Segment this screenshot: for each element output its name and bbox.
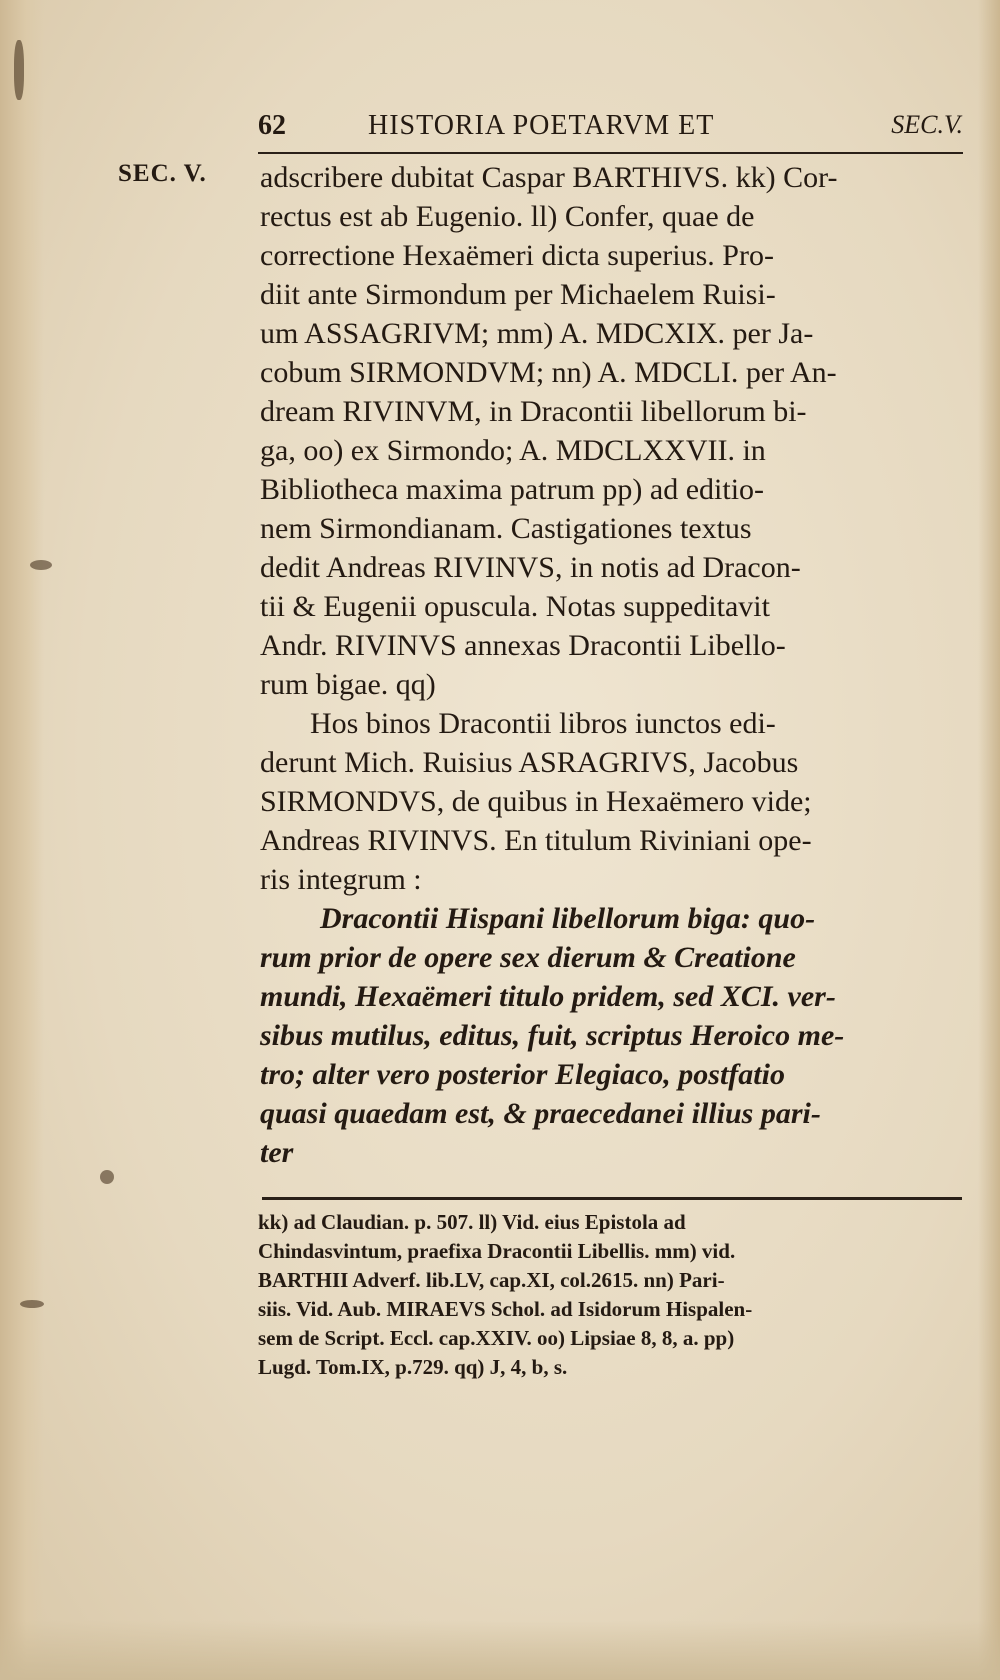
text-line: mundi, Hexaëmeri titulo pridem, sed XCI. ver- (260, 980, 836, 1013)
text-line: SIRMONDVS, de quibus in Hexaëmero vide; (260, 785, 812, 818)
text-line: dedit Andreas RIVINVS, in notis ad Dracon- (260, 551, 801, 584)
text-line: tro; alter vero posterior Elegiaco, postfatio (260, 1058, 785, 1091)
section-marker: SEC.V. (891, 110, 963, 139)
text-line: derunt Mich. Ruisius ASRAGRIVS, Jacobus (260, 746, 799, 779)
page-number: 62 (258, 110, 286, 141)
text-line: diit ante Sirmondum per Michaelem Ruisi- (260, 278, 776, 311)
text-line: nem Sirmondianam. Castigationes textus (260, 512, 752, 545)
footnote-rule (262, 1197, 962, 1200)
catchword: ter (260, 1136, 294, 1169)
text-line: ga, oo) ex Sirmondo; A. MDCLXXVII. in (260, 434, 766, 467)
text-line: dream RIVINVM, in Dracontii libellorum bi- (260, 395, 807, 428)
text-line: adscribere dubitat Caspar BARTHIVS. kk) Cor- (260, 161, 838, 194)
text-line: Dracontii Hispani libellorum biga: quo- (320, 902, 816, 935)
text-line: sibus mutilus, editus, fuit, scriptus Heroico me- (260, 1019, 845, 1052)
main-text (260, 158, 960, 1172)
paragraph-2 (260, 704, 960, 899)
footnote-line: kk) ad Claudian. p. 507. ll) Vid. eius Epistola ad (258, 1210, 686, 1234)
paragraph-1 (260, 158, 960, 704)
footnote-line: Chindasvintum, praefixa Dracontii Libellis. mm) vid. (258, 1239, 736, 1263)
page-edge-shadow (978, 0, 1000, 1680)
footnote-line: siis. Vid. Aub. MIRAEVS Schol. ad Isidorum Hispalen- (258, 1297, 753, 1321)
text-line: ris integrum : (260, 863, 422, 896)
text-line: Bibliotheca maxima patrum pp) ad editio- (260, 473, 765, 506)
margin-section-label: SEC. V. (118, 160, 207, 187)
running-title: HISTORIA POETARVM ET (368, 110, 715, 141)
text-line: um ASSAGRIVM; mm) A. MDCXIX. per Ja- (260, 317, 814, 350)
footnote-line: Lugd. Tom.IX, p.729. qq) J, 4, b, s. (258, 1355, 568, 1379)
footnote-line: BARTHII Adverf. lib.LV, cap.XI, col.2615. nn) Pari- (258, 1268, 725, 1292)
ink-blot (30, 560, 52, 570)
text-line: correctione Hexaëmeri dicta superius. Pro- (260, 239, 774, 272)
footnotes (258, 1208, 963, 1382)
text-line: quasi quaedam est, & praecedanei illius pari- (260, 1097, 821, 1130)
page-bottom-shadow (0, 1620, 1000, 1680)
ink-blot (20, 1300, 44, 1308)
text-line: cobum SIRMONDVM; nn) A. MDCLI. per An- (260, 356, 837, 389)
text-line: tii & Eugenii opuscula. Notas suppeditavit (260, 590, 770, 623)
ink-blot (100, 1170, 114, 1184)
quoted-title (260, 899, 960, 1133)
running-header (258, 108, 963, 154)
text-line: Andreas RIVINVS. En titulum Riviniani ope- (260, 824, 812, 857)
text-line: rectus est ab Eugenio. ll) Confer, quae de (260, 200, 755, 233)
text-line: rum bigae. qq) (260, 668, 436, 701)
text-line: rum prior de opere sex dierum & Creatione (260, 941, 796, 974)
footnote-line: sem de Script. Eccl. cap.XXIV. oo) Lipsiae 8, 8, a. pp) (258, 1326, 735, 1350)
text-line: Andr. RIVINVS annexas Dracontii Libello- (260, 629, 786, 662)
text-line: Hos binos Dracontii libros iunctos edi- (310, 707, 776, 740)
ink-blot (14, 40, 24, 100)
page-gutter-shadow (0, 0, 44, 1680)
